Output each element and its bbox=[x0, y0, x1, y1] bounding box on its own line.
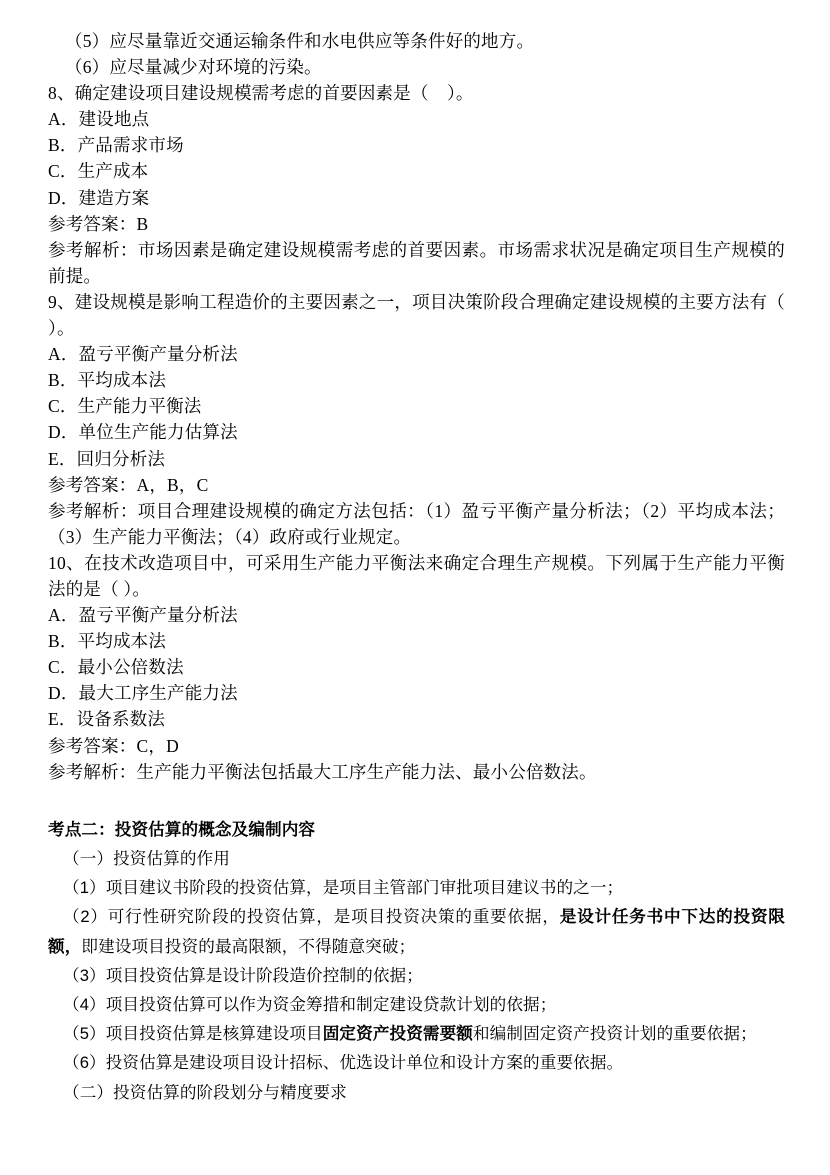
question-9-option-c: C．生产能力平衡法 bbox=[48, 396, 202, 417]
question-8-answer: 参考答案：B bbox=[48, 213, 149, 234]
note-item-5 bbox=[48, 1019, 785, 1048]
note-item-4-text: （4）项目投资估算可以作为资金筹措和制定建设贷款计划的依据； bbox=[63, 994, 557, 1014]
note-item-1-text: （1）项目建议书阶段的投资估算，是项目主管部门审批项目建议书的之一； bbox=[63, 878, 624, 898]
question-8-explanation: 参考解析：市场因素是确定建设规模需考虑的首要因素。市场需求状况是确定项目生产规模的前提。 bbox=[48, 239, 785, 286]
question-9-option-e: E．回归分析法 bbox=[48, 448, 166, 469]
question-9-answer: 参考答案：A，B，C bbox=[48, 474, 209, 495]
note-item-2-suffix: 即建设项目投资的最高限额，不得随意突破； bbox=[81, 936, 416, 956]
question-8-option-b: B．产品需求市场 bbox=[48, 135, 184, 156]
question-10-option-d: D．最大工序生产能力法 bbox=[48, 683, 238, 704]
note-item-3-text: （3）项目投资估算是设计阶段造价控制的依据； bbox=[63, 965, 423, 985]
note-item-2-prefix: （2）可行性研究阶段的投资估算，是项目投资决策的重要依据， bbox=[63, 907, 560, 927]
list-item-q7-5: （5）应尽量靠近交通运输条件和水电供应等条件好的地方。 bbox=[65, 31, 535, 51]
question-9-stem: 9、建设规模是影响工程造价的主要因素之一，项目决策阶段合理确定建设规模的主要方法有（ ）。 bbox=[48, 291, 785, 339]
notes-section bbox=[48, 815, 785, 1107]
note-item-3 bbox=[48, 961, 785, 990]
question-10-option-e: E．设备系数法 bbox=[48, 709, 166, 730]
question-9-explanation: 参考解析：项目合理建设规模的确定方法包括：（1）盈亏平衡产量分析法；（2）平均成本法；（3）生产能力平衡法；（4）政府或行业规定。 bbox=[48, 500, 785, 547]
note-item-4 bbox=[48, 990, 785, 1019]
question-10-answer: 参考答案：C，D bbox=[48, 735, 179, 756]
question-9-option-a: A．盈亏平衡产量分析法 bbox=[48, 344, 238, 365]
note-item-6 bbox=[48, 1048, 785, 1077]
question-10-option-b: B．平均成本法 bbox=[48, 631, 167, 652]
subheading-one: （一）投资估算的作用 bbox=[63, 848, 230, 868]
note-item-5-prefix: （5）项目投资估算是核算建设项目 bbox=[63, 1024, 323, 1044]
note-item-6-text: （6）投资估算是建设项目设计招标、优选设计单位和设计方案的重要依据。 bbox=[63, 1053, 624, 1073]
question-bank-section bbox=[48, 28, 785, 785]
subheading-two: （二）投资估算的阶段划分与精度要求 bbox=[63, 1082, 347, 1102]
note-item-5-suffix: 和编制固定资产投资计划的重要依据； bbox=[472, 1024, 757, 1044]
question-10-option-c: C．最小公倍数法 bbox=[48, 657, 184, 678]
list-item-q7-6: （6）应尽量减少对环境的污染。 bbox=[65, 57, 322, 78]
question-10-stem: 10、在技术改造项目中，可采用生产能力平衡法来确定合理生产规模。下列属于生产能力平衡法的是（ ）。 bbox=[48, 552, 785, 599]
question-9-option-b: B．平均成本法 bbox=[48, 370, 167, 391]
section-spacer bbox=[48, 785, 785, 815]
question-8-option-d: D．建造方案 bbox=[48, 187, 150, 208]
note-item-2 bbox=[48, 902, 785, 960]
note-item-2-emphasis: 是设计任务书中下达的投资限额， bbox=[48, 907, 785, 956]
note-item-1 bbox=[48, 873, 785, 902]
question-8-option-a: A．建设地点 bbox=[48, 109, 150, 130]
question-10-explanation: 参考解析：生产能力平衡法包括最大工序生产能力法、最小公倍数法。 bbox=[48, 761, 597, 782]
note-item-5-emphasis: 固定资产投资需要额 bbox=[322, 1024, 473, 1044]
question-8-option-c: C．生产成本 bbox=[48, 161, 149, 182]
section-heading: 考点二：投资估算的概念及编制内容 bbox=[48, 819, 316, 839]
question-8-stem: 8、确定建设项目建设规模需考虑的首要因素是（ ）。 bbox=[48, 83, 474, 104]
question-10-option-a: A．盈亏平衡产量分析法 bbox=[48, 605, 238, 626]
question-9-option-d: D．单位生产能力估算法 bbox=[48, 422, 238, 443]
